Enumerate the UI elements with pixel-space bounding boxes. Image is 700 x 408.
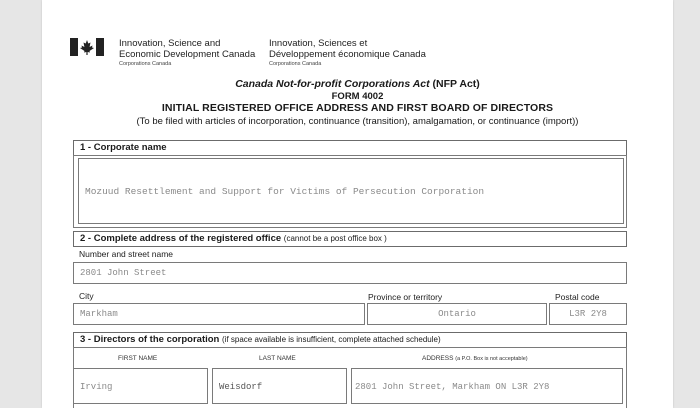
canada-flag-icon xyxy=(70,38,104,56)
dept-en-small: Corporations Canada xyxy=(119,61,172,67)
director-first-name-field[interactable]: Irving xyxy=(73,368,208,404)
section-2-heading xyxy=(73,231,627,247)
act-title xyxy=(42,78,673,90)
form-number: FORM 4002 xyxy=(331,91,384,102)
street-field[interactable]: 2801 John Street xyxy=(73,262,627,284)
section-2-note: (cannot be a post office box ) xyxy=(283,234,387,243)
department-name-fr xyxy=(269,38,426,69)
form-page xyxy=(42,0,673,408)
section-1-heading xyxy=(73,140,627,156)
corporate-name-field[interactable]: Mozuud Resettlement and Support for Victims of Persecution Corporation xyxy=(78,158,624,224)
section-2-title: 2 - Complete address of the registered office xyxy=(80,233,282,244)
director-address-field[interactable]: 2801 John Street, Markham ON L3R 2Y8 xyxy=(351,368,623,404)
section-1-title: 1 - Corporate name xyxy=(80,142,167,153)
postal-code-field[interactable]: L3R 2Y8 xyxy=(549,303,627,325)
col-first-name: FIRST NAME xyxy=(118,355,158,362)
section-3-heading xyxy=(73,332,627,348)
province-field[interactable]: Ontario xyxy=(367,303,547,325)
dept-en-line2: Economic Development Canada xyxy=(119,49,256,60)
street-label: Number and street name xyxy=(79,249,174,259)
province-label: Province or territory xyxy=(368,292,443,302)
section-3-title: 3 - Directors of the corporation xyxy=(80,334,220,345)
form-title: INITIAL REGISTERED OFFICE ADDRESS AND FIRST BOARD OF DIRECTORS xyxy=(161,102,554,114)
col-address xyxy=(422,355,528,362)
department-name-en xyxy=(119,38,255,69)
section-3-note: (if space available is insufficient, complete attached schedule) xyxy=(222,335,441,344)
city-field[interactable]: Markham xyxy=(73,303,365,325)
col-address-label: ADDRESS xyxy=(422,355,454,362)
dept-fr-line2: Développement économique Canada xyxy=(269,49,426,60)
col-address-note: (a P.O. Box is not acceptable) xyxy=(455,356,528,362)
director-last-name-field[interactable]: Weisdorf xyxy=(212,368,347,404)
act-name: Canada Not-for-profit Corporations Act xyxy=(235,78,430,90)
dept-fr-line1: Innovation, Sciences et xyxy=(269,38,368,49)
col-last-name: LAST NAME xyxy=(259,355,296,362)
dept-en-line1: Innovation, Science and xyxy=(119,38,221,49)
act-abbrev: (NFP Act) xyxy=(432,78,480,90)
form-subtitle: (To be filed with articles of incorporation, continuance (transition), amalgamation, or continuance (import)) xyxy=(136,116,579,127)
city-label: City xyxy=(79,291,94,301)
postal-code-label: Postal code xyxy=(555,292,600,302)
dept-fr-small: Corporations Canada xyxy=(269,61,322,67)
